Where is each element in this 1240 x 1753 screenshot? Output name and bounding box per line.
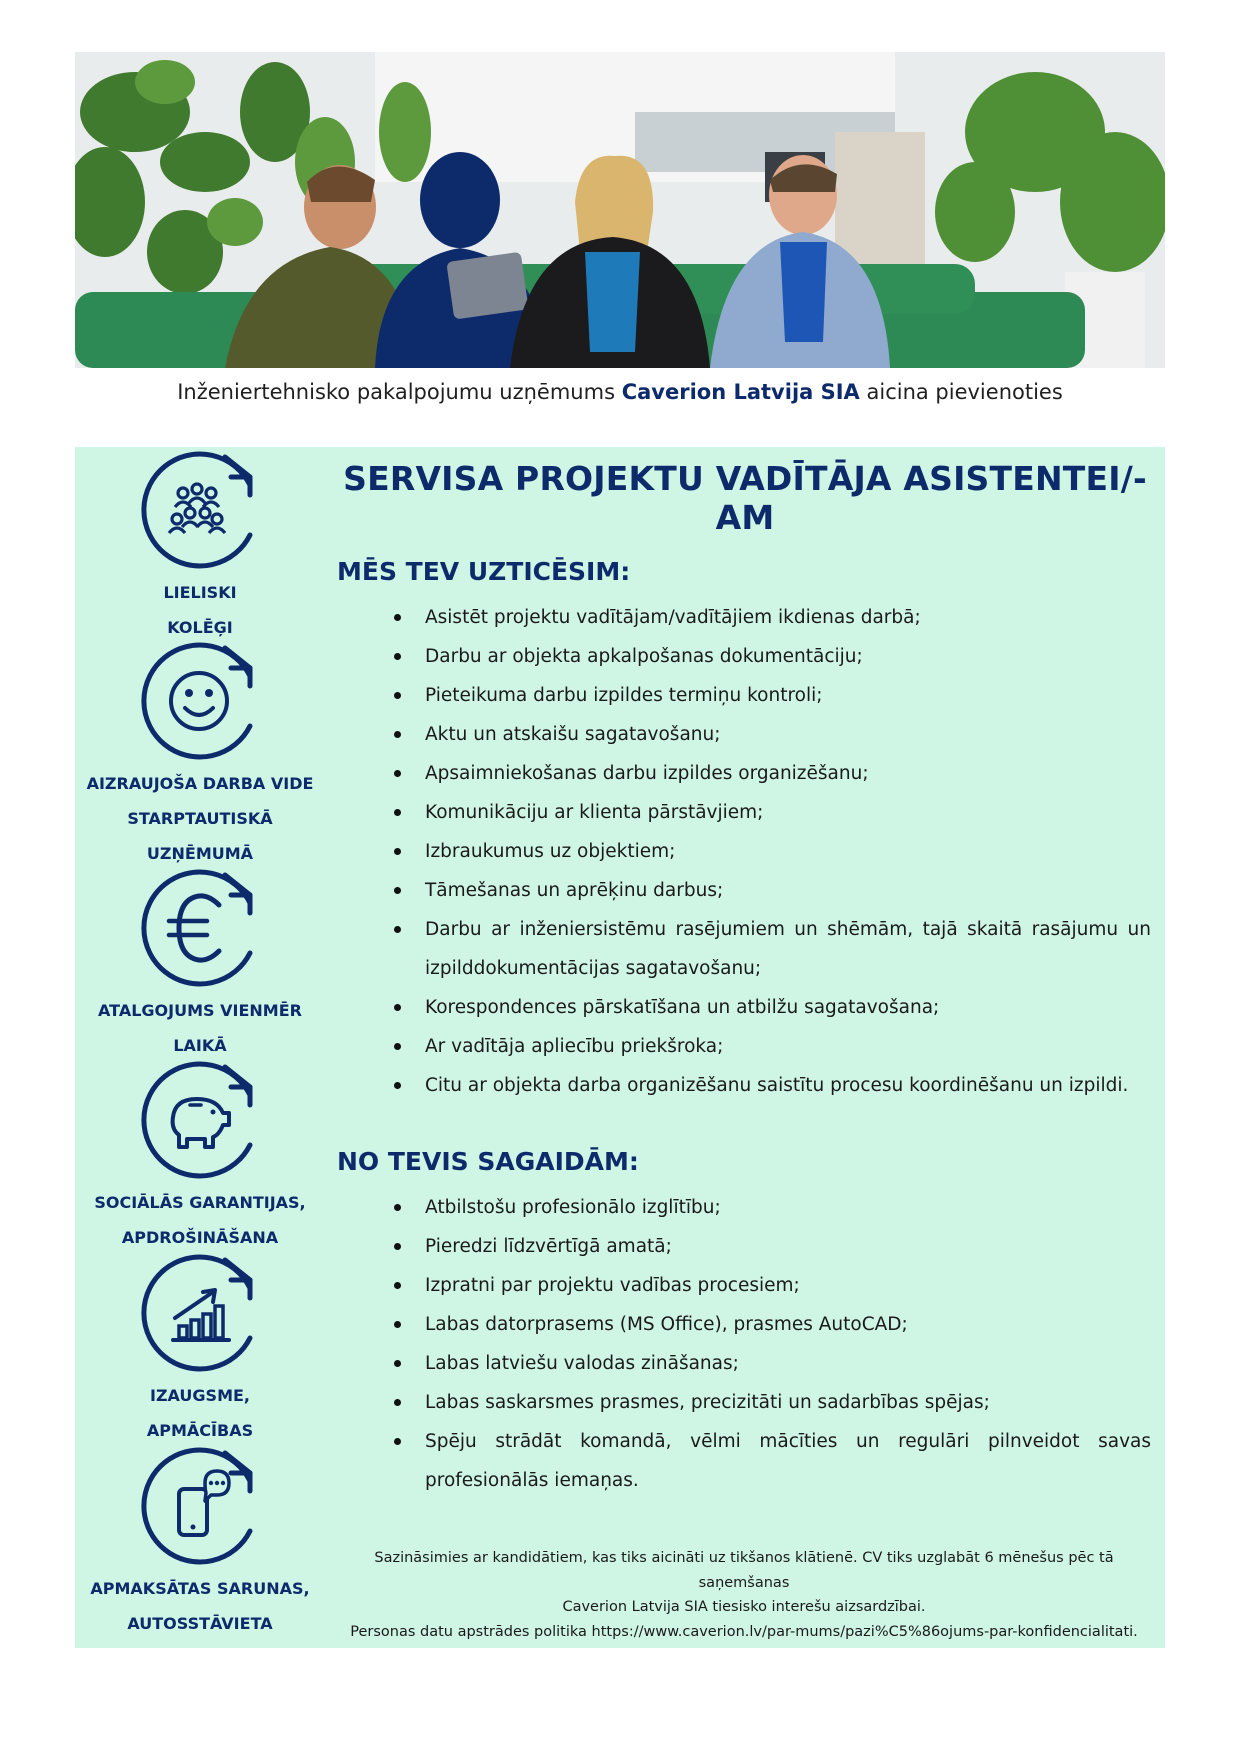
requirements-list	[337, 1188, 1151, 1500]
list-item-text: Pieteikuma darbu izpildes termiņu kontroli;	[425, 685, 823, 706]
list-item-text: Citu ar objekta darba organizēšanu saistītu procesu koordinēšanu un izpildi.	[425, 1075, 1129, 1096]
privacy-policy-line: Personas datu apstrādes politika https://www.caverion.lv/par-mums/pazi%C5%86ojums-par-konfidencialitati.	[350, 1623, 1138, 1640]
list-item	[337, 1266, 1151, 1305]
list-item	[337, 1027, 1151, 1066]
bullet-icon	[394, 1204, 401, 1211]
requirements-heading: NO TEVIS SAGAIDĀM:	[337, 1147, 639, 1176]
benefit-paid-calls	[75, 1443, 325, 1641]
list-item	[337, 637, 1151, 676]
intro-text-after: aicina pievienoties	[859, 380, 1063, 404]
list-item-text: Ar vadītāja apliecību priekšroka;	[425, 1036, 724, 1057]
company-name: Caverion Latvija SIA	[621, 380, 860, 404]
list-item	[337, 988, 1151, 1027]
privacy-note-line: Caverion Latvija SIA tiesisko interešu aizsardzībai.	[562, 1599, 926, 1615]
benefit-label: AIZRAUJOŠA DARBA VIDE STARPTAUTISKĀ UZŅĒMUMĀ	[86, 774, 314, 863]
intro-line	[0, 380, 1240, 404]
list-item-text: Darbu ar inženiersistēmu rasējumiem un shēmām, tajā skaitā rasājumu un izpilddokumentācijas sagatavošanu;	[425, 919, 1151, 979]
piggy-bank-icon	[135, 1057, 265, 1183]
list-item-text: Izpratni par projektu vadības procesiem;	[425, 1275, 800, 1296]
privacy-note-line: Sazināsimies ar kandidātiem, kas tiks aicināti uz tikšanos klātienē. CV tiks uzglabāt 6 mēnešus pēc tā saņemšanas	[374, 1550, 1114, 1591]
benefit-label: ATALGOJUMS VIENMĒR LAIKĀ	[98, 1001, 302, 1055]
list-item	[337, 1344, 1151, 1383]
benefit-label: LIELISKI KOLĒĢI	[163, 583, 237, 637]
list-item	[337, 1383, 1151, 1422]
list-item	[337, 793, 1151, 832]
benefit-work-environment	[75, 638, 325, 871]
list-item	[337, 1066, 1151, 1105]
bullet-icon	[394, 731, 401, 738]
phone-chat-icon	[135, 1443, 265, 1569]
duties-heading: MĒS TEV UZTICĒSIM:	[337, 557, 631, 586]
benefit-salary	[75, 865, 325, 1063]
bullet-icon	[394, 887, 401, 894]
bullet-icon	[394, 1360, 401, 1367]
list-item	[337, 1227, 1151, 1266]
people-group-icon	[135, 447, 265, 573]
list-item-text: Izbraukumus uz objektiem;	[425, 841, 676, 862]
bullet-icon	[394, 1438, 401, 1445]
euro-icon	[135, 865, 265, 991]
list-item	[337, 598, 1151, 637]
list-item-text: Apsaimniekošanas darbu izpildes organizēšanu;	[425, 763, 869, 784]
benefit-label: IZAUGSME, APMĀCĪBAS	[146, 1386, 254, 1440]
bullet-icon	[394, 809, 401, 816]
list-item-text: Asistēt projektu vadītājam/vadītājiem ikdienas darbā;	[425, 607, 921, 628]
list-item-text: Darbu ar objekta apkalpošanas dokumentāciju;	[425, 646, 863, 667]
list-item-text: Labas datorprasems (MS Office), prasmes AutoCAD;	[425, 1314, 908, 1335]
intro-text-before: Inženiertehnisko pakalpojumu uzņēmums	[177, 380, 622, 404]
bullet-icon	[394, 1004, 401, 1011]
list-item-text: Spēju strādāt komandā, vēlmi mācīties un regulāri pilnveidot savas profesionālās iemaņas.	[425, 1431, 1151, 1491]
growth-chart-icon	[135, 1250, 265, 1376]
list-item	[337, 871, 1151, 910]
job-title: SERVISA PROJEKTU VADĪTĀJA ASISTENTEI/-AM	[343, 459, 1147, 537]
bullet-icon	[394, 1082, 401, 1089]
bullet-icon	[394, 1043, 401, 1050]
benefit-colleagues	[75, 447, 325, 645]
bullet-icon	[394, 1399, 401, 1406]
bullet-icon	[394, 1282, 401, 1289]
smiley-icon	[135, 638, 265, 764]
list-item-text: Labas latviešu valodas zināšanas;	[425, 1353, 739, 1374]
bullet-icon	[394, 614, 401, 621]
list-item-text: Labas saskarsmes prasmes, precizitāti un sadarbības spējas;	[425, 1392, 990, 1413]
bullet-icon	[394, 692, 401, 699]
list-item-text: Aktu un atskaišu sagatavošanu;	[425, 724, 721, 745]
list-item	[337, 832, 1151, 871]
bullet-icon	[394, 653, 401, 660]
list-item	[337, 715, 1151, 754]
hero-photo	[75, 52, 1165, 368]
list-item	[337, 1305, 1151, 1344]
job-ad-panel	[75, 447, 1165, 1648]
benefit-label: SOCIĀLĀS GARANTIJAS, APDROŠINĀŠANA	[94, 1193, 306, 1247]
list-item	[337, 1422, 1151, 1500]
duties-list	[337, 598, 1151, 1105]
list-item	[337, 1188, 1151, 1227]
benefit-social-guarantees	[75, 1057, 325, 1255]
bullet-icon	[394, 770, 401, 777]
list-item	[337, 754, 1151, 793]
privacy-note	[337, 1546, 1151, 1644]
list-item-text: Komunikāciju ar klienta pārstāvjiem;	[425, 802, 764, 823]
list-item	[337, 910, 1151, 988]
benefit-growth	[75, 1250, 325, 1448]
list-item	[337, 676, 1151, 715]
bullet-icon	[394, 848, 401, 855]
list-item-text: Atbilstošu profesionālo izglītību;	[425, 1197, 721, 1218]
benefit-label: APMAKSĀTAS SARUNAS, AUTOSSTĀVIETA	[90, 1579, 310, 1633]
bullet-icon	[394, 1321, 401, 1328]
bullet-icon	[394, 1243, 401, 1250]
list-item-text: Korespondences pārskatīšana un atbilžu sagatavošana;	[425, 997, 940, 1018]
benefits-column	[75, 447, 325, 1648]
bullet-icon	[394, 926, 401, 933]
list-item-text: Pieredzi līdzvērtīgā amatā;	[425, 1236, 672, 1257]
list-item-text: Tāmešanas un aprēķinu darbus;	[425, 880, 724, 901]
